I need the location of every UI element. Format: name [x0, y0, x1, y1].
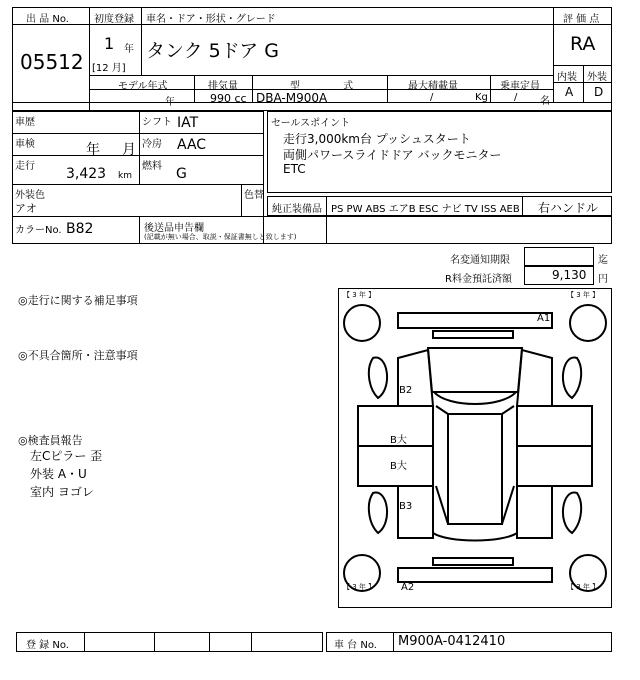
chassis-label: 車 台 No. — [334, 640, 377, 651]
shift-value: IAT — [177, 115, 199, 131]
docs-label: 後送品申告欄 — [144, 223, 204, 234]
driving-remarks-label: ◎走行に関する補足事項 — [18, 294, 138, 307]
lot-number: 05512 — [20, 50, 84, 74]
interior-label: 内装 — [557, 72, 577, 83]
corner-label-bl: 【 3 年 】 — [343, 583, 376, 591]
color-value: アオ — [15, 202, 37, 215]
equipment-items: PS PW ABS エアB ESC ナビ TV ISS AEB — [331, 204, 520, 215]
history-label: 車歴 — [15, 117, 35, 128]
defects-label: ◎不具合箇所・注意事項 — [18, 349, 138, 362]
inspection-year-unit: 年 — [86, 142, 100, 158]
maxload-sep: / — [430, 92, 434, 103]
recycle-value: 9,130 — [552, 268, 587, 282]
color-no-label: カラーNo. — [15, 225, 62, 236]
damage-mark: B大 — [390, 435, 407, 446]
score-value: RA — [570, 33, 596, 55]
name-change-label: 名変通知期限 — [450, 255, 510, 266]
fuel-value: G — [176, 166, 187, 182]
model-year-label: モデル年式 — [118, 81, 168, 92]
mileage-unit: km — [118, 171, 132, 181]
exterior-grade: D — [594, 85, 604, 99]
fuel-label: 燃料 — [142, 161, 162, 172]
interior-grade: A — [565, 85, 574, 99]
sales-point-line: 両側パワースライドドア バックモニター — [283, 148, 502, 162]
capacity-sep: / — [514, 92, 518, 103]
color-label: 外装色 — [15, 190, 45, 201]
chassis-number: M900A-0412410 — [398, 634, 506, 649]
name-change-box — [524, 247, 594, 266]
damage-mark: A2 — [401, 582, 415, 593]
name-change-unit: 迄 — [598, 255, 608, 266]
capacity-label: 乗車定員 — [500, 81, 540, 92]
sales-point-line: ETC — [283, 162, 306, 176]
damage-mark: A1 — [537, 313, 551, 324]
shift-label: シフト — [142, 117, 172, 128]
docs-note: (記載が無い場合、取説・保証書無しと致します) — [144, 233, 297, 241]
displacement-value: 990 cc — [210, 92, 247, 105]
sales-point-line: 走行3,000km台 プッシュスタート — [283, 132, 471, 146]
inspector-line: 外装 A・U — [30, 467, 87, 481]
score-label: 評 価 点 — [563, 14, 600, 25]
exterior-label: 外装 — [587, 72, 607, 83]
lot-label: 出 品 No. — [26, 14, 69, 25]
inspection-month-unit: 月 — [122, 142, 136, 158]
capacity-unit: 名 — [540, 96, 550, 107]
maxload-label: 最大積載量 — [408, 81, 458, 92]
reg-year-unit: 年 — [124, 44, 134, 55]
model-year-unit: 年 — [165, 97, 175, 108]
reg-year: 1 — [104, 34, 115, 53]
inspector-line: 室内 ヨゴレ — [30, 485, 94, 499]
ac-value: AAC — [177, 137, 207, 153]
corner-label-tr: 【 3 年 】 — [567, 291, 600, 299]
mileage-value: 3,423 — [66, 166, 107, 182]
ac-label: 冷房 — [142, 139, 162, 150]
reg-month: [12 月] — [92, 63, 126, 74]
mileage-label: 走行 — [15, 161, 35, 172]
inspection-label: 車検 — [15, 139, 35, 150]
recycle-unit: 円 — [598, 274, 608, 285]
corner-label-br: 【 3 年 】 — [567, 583, 600, 591]
reg-no-label: 登 録 No. — [26, 640, 69, 651]
car-name: タンク 5ドア G — [146, 40, 279, 62]
car-outline-svg — [338, 288, 612, 608]
color-change-label: 色替 — [244, 190, 264, 201]
type-label: 型 式 — [290, 81, 354, 92]
inspector-label: ◎検査員報告 — [18, 434, 83, 447]
damage-mark: B大 — [390, 461, 407, 472]
recycle-label: R料金預託済額 — [445, 274, 512, 285]
reg-label: 初度登録 — [94, 14, 134, 25]
sales-point-label: セールスポイント — [271, 118, 351, 129]
steering-value: 右ハンドル — [538, 201, 599, 215]
car-name-label: 車名・ドア・形状・グレード — [146, 14, 276, 25]
equipment-label: 純正装備品 — [272, 204, 322, 215]
displacement-label: 排気量 — [208, 81, 238, 92]
maxload-unit: Kg — [475, 92, 488, 103]
corner-label-tl: 【 3 年 】 — [343, 291, 376, 299]
inspector-line: 左Cピラー 歪 — [30, 449, 103, 463]
car-diagram — [338, 288, 612, 608]
damage-mark: B2 — [399, 385, 413, 396]
model-type: DBA-M900A — [256, 91, 328, 105]
color-no-value: B82 — [66, 221, 94, 237]
damage-mark: B3 — [399, 501, 413, 512]
